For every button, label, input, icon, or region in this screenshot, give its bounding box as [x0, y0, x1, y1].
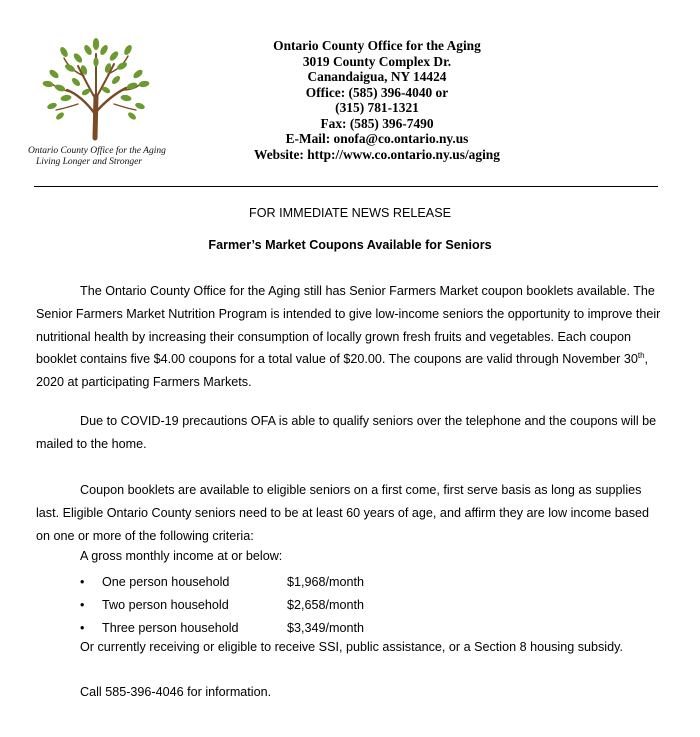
household-size: Two person household [102, 598, 229, 612]
bullet-icon: • [80, 621, 85, 635]
office-phone-alt: (315) 781-1321 [335, 100, 419, 115]
household-size: One person household [102, 575, 230, 589]
paragraph-eligibility: Coupon booklets are available to eligible seniors on a first come, first serve basis as long as supplies last. Eligible Ontario County seniors need to be at least 60 years of age, and affirm they are low income based on one or more of the following criteria: [36, 483, 650, 543]
bullet-icon: • [80, 598, 85, 612]
letterhead-contact-block [212, 38, 542, 162]
release-label: FOR IMMEDIATE NEWS RELEASE [249, 206, 451, 220]
call-to-action: Call 585-396-4046 for information. [80, 685, 272, 699]
tree-icon [40, 34, 150, 144]
paragraph-coupons-available [36, 280, 661, 394]
criteria-intro: A gross monthly income at or below: [80, 549, 283, 563]
logo-caption-tagline: Living Longer and Stronger [36, 157, 142, 167]
website-url: Website: http://www.co.ontario.ny.us/aging [254, 146, 500, 162]
paragraph-covid-precautions: Due to COVID-19 precautions OFA is able to qualify seniors over the telephone and the coupons will be mailed to the home. [36, 414, 657, 451]
office-phone: Office: (585) 396-4040 or [305, 84, 449, 100]
logo-caption [28, 146, 203, 168]
email-address: E-Mail: onofa@co.ontario.ny.us [285, 131, 469, 146]
header-divider [34, 186, 658, 187]
income-limit: $3,349/month [287, 621, 365, 635]
logo-caption-org: Ontario County Office for the Aging [28, 146, 166, 156]
paragraph1-text: The Ontario County Office for the Aging still has Senior Farmers Market coupon booklets available. The Senior Farmers Market Nutrition Program is intended to give low-income seniors the opportunity to improve their nutritional health by increasing their consumption of locally grown fresh fruits and vegetables. Each coupon booklet contains five $4.00 coupons for a total value of $20.00. The coupons are valid through November 30 [36, 284, 661, 367]
household-size: Three person household [102, 621, 239, 635]
headline: Farmer’s Market Coupons Available for Seniors [208, 238, 492, 252]
fax-number: Fax: (585) 396-7490 [320, 115, 434, 131]
income-limit: $2,658/month [287, 598, 365, 612]
criteria-alternative: Or currently receiving or eligible to receive SSI, public assistance, or a Section 8 housing subsidy. [80, 640, 623, 654]
date-superscript: th [637, 351, 645, 361]
income-limit: $1,968/month [287, 575, 365, 589]
paragraph1-tail: , 2020 at participating Farmers Markets. [36, 352, 649, 390]
address-city: Canandaigua, NY 14424 [307, 69, 447, 84]
bullet-icon: • [80, 575, 85, 589]
org-name: Ontario County Office for the Aging [273, 38, 481, 53]
address-street: 3019 County Complex Dr. [302, 53, 452, 69]
